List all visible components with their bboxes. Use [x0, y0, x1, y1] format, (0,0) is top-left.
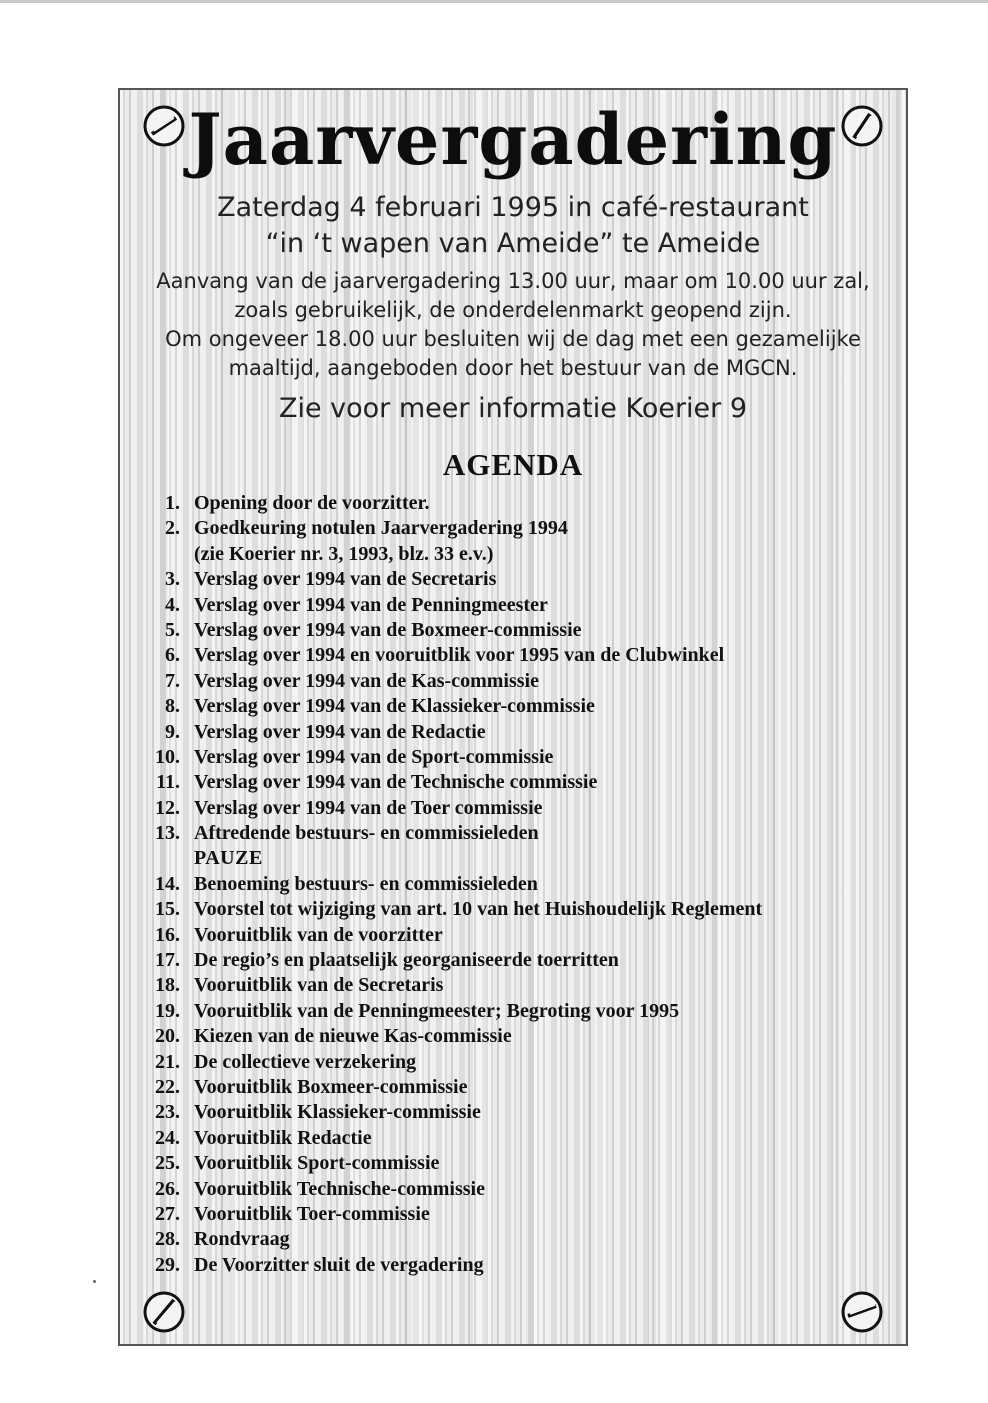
agenda-item — [136, 897, 896, 922]
agenda-item-text: De Voorzitter sluit de vergadering — [194, 1253, 484, 1276]
agenda-item-text: Vooruitblik van de voorzitter — [194, 923, 443, 946]
agenda-item — [136, 1126, 896, 1151]
info-line: zoals gebruikelijk, de onderdelenmarkt geopend zijn. — [234, 298, 792, 322]
agenda-item-number: 4. — [165, 593, 180, 616]
agenda-item — [136, 745, 896, 770]
agenda-item-number: 28. — [155, 1228, 180, 1251]
agenda-item-number: 14. — [155, 872, 180, 895]
agenda-item-number: 16. — [155, 923, 180, 946]
agenda-item-text: Verslag over 1994 en vooruitblik voor 1995 van de Clubwinkel — [194, 644, 725, 667]
agenda-item-number: 9. — [165, 720, 180, 743]
agenda-item-number: 10. — [155, 745, 180, 768]
stray-dot — [93, 1280, 96, 1283]
agenda-item-text: Verslag over 1994 van de Technische commissie — [194, 771, 598, 794]
agenda-item-text: Verslag over 1994 van de Boxmeer-commissie — [194, 618, 582, 641]
agenda-item — [136, 999, 896, 1024]
agenda-item-number: 2. — [165, 517, 180, 540]
agenda-item-number: 18. — [155, 974, 180, 997]
agenda-item-number: 1. — [165, 492, 180, 514]
agenda-item — [136, 669, 896, 694]
agenda-item-text: Aftredende bestuurs- en commissieleden — [194, 822, 539, 845]
agenda-item-text: Rondvraag — [194, 1228, 290, 1251]
agenda-item — [136, 1227, 896, 1252]
agenda-item-number: 26. — [155, 1177, 180, 1200]
agenda-item-number: 5. — [165, 618, 180, 641]
agenda-item — [136, 1024, 896, 1049]
agenda-item — [136, 948, 896, 973]
agenda-item-number: 11. — [156, 771, 180, 794]
agenda-item-number: 22. — [155, 1075, 180, 1098]
agenda-item — [136, 516, 896, 541]
agenda-item — [136, 796, 896, 821]
agenda-item — [136, 973, 896, 998]
agenda-item-text: Verslag over 1994 van de Penningmeester — [194, 593, 548, 616]
agenda-item-number: 13. — [155, 822, 180, 845]
top-rule — [0, 0, 988, 3]
agenda-item-number: 6. — [165, 644, 180, 667]
agenda-heading: AGENDA — [442, 447, 584, 482]
agenda-item — [136, 770, 896, 795]
agenda-item-text: Verslag over 1994 van de Kas-commissie — [194, 669, 539, 692]
agenda-item-text: Verslag over 1994 van de Sport-commissie — [194, 745, 554, 768]
subtitle-date: Zaterdag 4 februari 1995 in café-restaurant — [217, 192, 809, 223]
agenda-item-number: 20. — [155, 1025, 180, 1048]
agenda-item-text: Verslag over 1994 van de Redactie — [194, 720, 486, 743]
agenda-item — [136, 1075, 896, 1100]
info-line: Aanvang van de jaarvergadering 13.00 uur, maar om 10.00 uur zal, — [156, 269, 870, 293]
agenda-item-number: 17. — [155, 949, 180, 972]
agenda-item-text: Vooruitblik Klassieker-commissie — [194, 1101, 481, 1124]
agenda-item-number: 8. — [165, 695, 180, 718]
info-line: maaltijd, aangeboden door het bestuur van de MGCN. — [228, 356, 798, 380]
agenda-item-number — [136, 542, 194, 567]
agenda-item-number: 15. — [155, 898, 180, 921]
agenda-item-text: Voorstel tot wijziging van art. 10 van het Huishoudelijk Reglement — [194, 898, 763, 921]
agenda-item-number: 27. — [155, 1202, 180, 1225]
agenda-item-text: Vooruitblik van de Penningmeester; Begroting voor 1995 — [194, 999, 680, 1022]
agenda-item — [136, 618, 896, 643]
agenda-item — [136, 720, 896, 745]
agenda-item-text: De collectieve verzekering — [194, 1050, 417, 1073]
agenda-item — [136, 491, 896, 516]
agenda-item-number: 12. — [155, 796, 180, 819]
agenda-item — [136, 643, 896, 668]
agenda-pause — [136, 846, 896, 871]
agenda-item-text: Verslag over 1994 van de Secretaris — [194, 568, 497, 591]
agenda-item-text: Benoeming bestuurs- en commissieleden — [194, 872, 538, 895]
agenda-item-number: 19. — [155, 999, 180, 1022]
agenda-item — [136, 1151, 896, 1176]
agenda-item-text: Verslag over 1994 van de Toer commissie — [194, 796, 543, 819]
agenda-list — [136, 491, 896, 1278]
more-info: Zie voor meer informatie Koerier 9 — [278, 393, 748, 424]
agenda-item — [136, 1202, 896, 1227]
agenda-item — [136, 821, 896, 846]
agenda-item-text: Vooruitblik Technische-commissie — [194, 1177, 485, 1200]
screw-icon — [142, 1290, 186, 1334]
subtitle-venue: “in ‘t wapen van Ameide” te Ameide — [265, 228, 761, 259]
agenda-item-number: 7. — [165, 669, 180, 692]
agenda-item — [136, 1177, 896, 1202]
agenda-item — [136, 567, 896, 592]
info-dinner — [120, 325, 906, 383]
agenda-item-text: De regio’s en plaatselijk georganiseerde toerritten — [194, 949, 619, 972]
agenda-item — [136, 1253, 896, 1278]
agenda-item-text: Vooruitblik Redactie — [194, 1126, 372, 1149]
agenda-item-number: 24. — [155, 1126, 180, 1149]
agenda-item — [136, 542, 896, 567]
agenda-item-text: Vooruitblik Sport-commissie — [194, 1152, 440, 1175]
screw-icon — [840, 1290, 884, 1334]
agenda-item — [136, 593, 896, 618]
agenda-item-text: Goedkeuring notulen Jaarvergadering 1994 — [194, 517, 568, 540]
agenda-item-text: (zie Koerier nr. 3, 1993, blz. 33 e.v.) — [194, 542, 494, 565]
agenda-item — [136, 1050, 896, 1075]
agenda-item — [136, 872, 896, 897]
info-line: Om ongeveer 18.00 uur besluiten wij de dag met een gezamelijke — [165, 327, 861, 351]
announcement-plaque — [118, 88, 908, 1346]
agenda-item-text: Opening door de voorzitter. — [194, 492, 430, 514]
agenda-item-text: Verslag over 1994 van de Klassieker-commissie — [194, 695, 595, 718]
agenda-item-text: Vooruitblik Toer-commissie — [194, 1202, 430, 1225]
info-start — [120, 267, 906, 325]
agenda-item-text: Kiezen van de nieuwe Kas-commissie — [194, 1025, 512, 1048]
agenda-item — [136, 1100, 896, 1125]
agenda-item-text: Vooruitblik Boxmeer-commissie — [194, 1075, 468, 1098]
agenda-item-number: 21. — [155, 1050, 180, 1073]
agenda-item-number: 25. — [155, 1152, 180, 1175]
agenda-item-number: 3. — [165, 568, 180, 591]
agenda-item-number: 23. — [155, 1101, 180, 1124]
agenda-item — [136, 694, 896, 719]
agenda-item-number: 29. — [155, 1253, 180, 1276]
agenda-item-number — [136, 846, 194, 871]
agenda-item — [136, 923, 896, 948]
agenda-item-text: PAUZE — [194, 847, 263, 870]
page-title: Jaarvergadering — [188, 98, 838, 181]
agenda-item-text: Vooruitblik van de Secretaris — [194, 974, 444, 997]
